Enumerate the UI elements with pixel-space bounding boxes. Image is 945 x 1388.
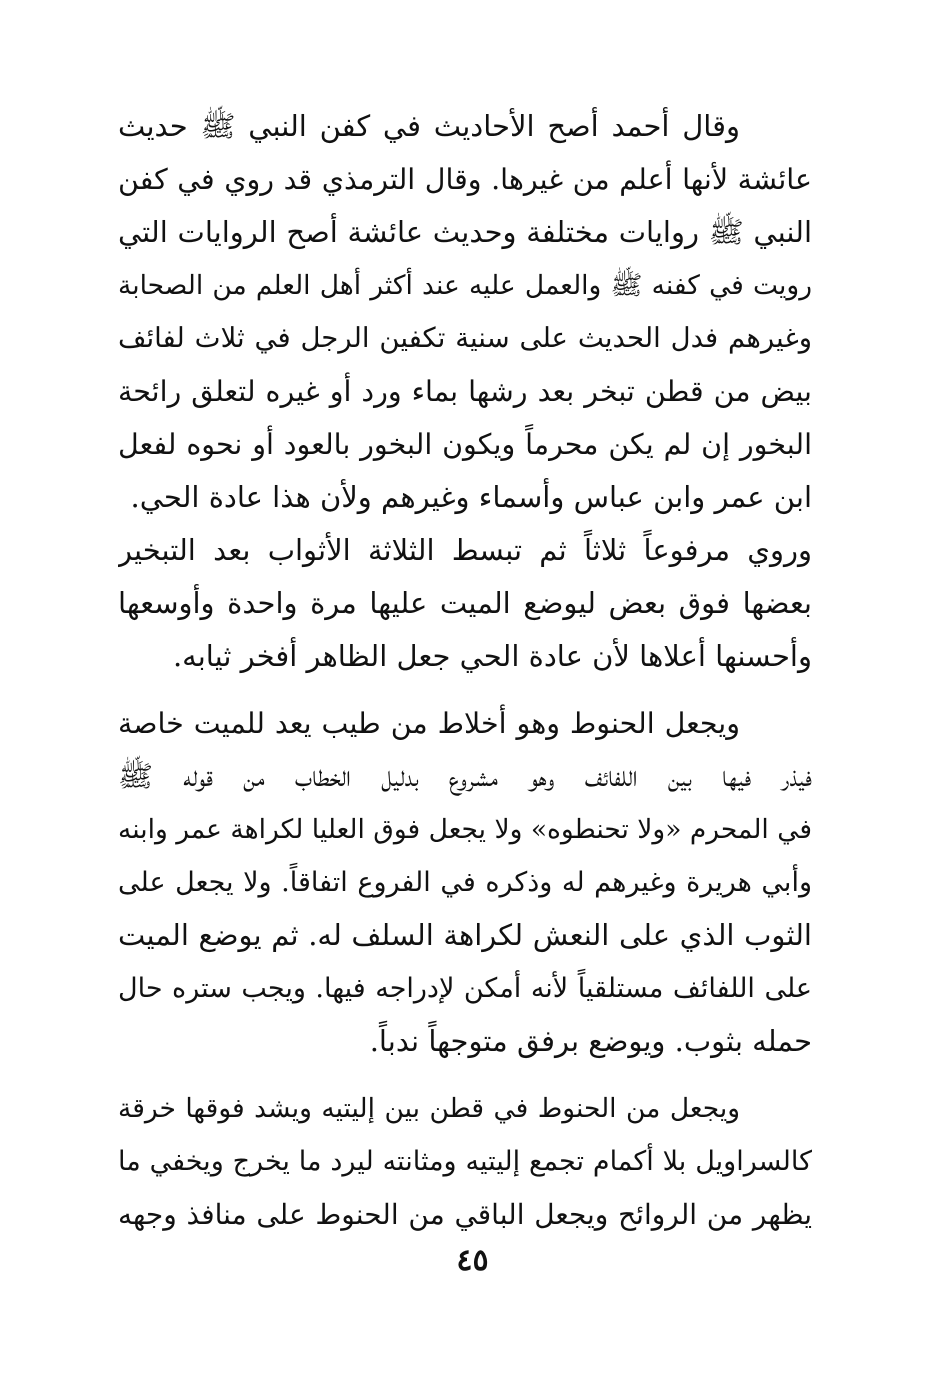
text-line: وغيرهم فدل الحديث على سنية تكفين الرجل في ثلاث لفائف: [118, 322, 812, 354]
text-line: ابن عمر وابن عباس وأسماء وغيرهم ولأن هذا عادة الحي.: [130, 480, 812, 514]
text-line: وأبي هريرة وغيرهم له وذكره في الفروع اتفاقاً. ولا يجعل على: [118, 867, 812, 898]
text-line: النبي ﷺ روايات مختلفة وحديث عائشة أصح الروايات التي: [118, 215, 812, 249]
page-number: ٤٥: [456, 1243, 489, 1278]
text-line: رويت في كفنه ﷺ والعمل عليه عند أكثر أهل العلم من الصحابة: [118, 270, 812, 301]
paragraph-2: [118, 697, 812, 1068]
text-line: بيض من قطن تبخر بعد رشها بماء ورد أو غيره لتعلق رائحة: [118, 375, 812, 408]
paragraph-3: [118, 1082, 812, 1241]
text-line: يظهر من الروائح ويجعل الباقي من الحنوط على منافذ وجهه: [118, 1198, 812, 1231]
text-line: على اللفائف مستلقياً لأنه أمكن لإدراجه فيها. ويجب ستره حال: [118, 973, 812, 1004]
text-line: ويجعل الحنوط وهو أخلاط من طيب يعد للميت خاصة: [118, 707, 740, 740]
text-line: الثوب الذي على النعش لكراهة السلف له. ثم يوضع الميت: [118, 918, 812, 952]
text-line: في المحرم «ولا تحنطوه» ولا يجعل فوق العليا لكراهة عمر وابنه: [118, 814, 812, 845]
text-line: وروي مرفوعاً ثلاثاً ثم تبسط الثلاثة الأثواب بعد التبخير: [118, 533, 812, 567]
text-line: بعضها فوق بعض ليوضع الميت عليها مرة واحدة وأوسعها: [118, 586, 812, 620]
text-line: عائشة لأنها أعلم من غيرها. وقال الترمذي قد روي في كفن: [118, 163, 812, 196]
paragraph-1: [118, 100, 812, 683]
text-line: كالسراويل بلا أكمام تجمع إليتيه ومثانته ليرد ما يخرج ويخفي ما: [118, 1146, 812, 1177]
page-body: [118, 100, 812, 1241]
text-line: وأحسنها أعلاها لأن عادة الحي جعل الظاهر أفخر ثيابه.: [172, 639, 812, 673]
text-line: حمله بثوب. ويوضع برفق متوجهاً ندباً.: [369, 1024, 812, 1058]
text-line: ويجعل من الحنوط في قطن بين إليتيه ويشد فوقها خرقة: [118, 1093, 740, 1124]
text-line: وقال أحمد أصح الأحاديث في كفن النبي ﷺ حديث: [118, 109, 740, 143]
text-line: فيذر فيها بين اللفائف وهو مشروع بدليل الخطاب من قوله ﷺ: [118, 759, 812, 793]
text-line: البخور إن لم يكن محرماً ويكون البخور بالعود أو نحوه لفعل: [118, 428, 812, 461]
